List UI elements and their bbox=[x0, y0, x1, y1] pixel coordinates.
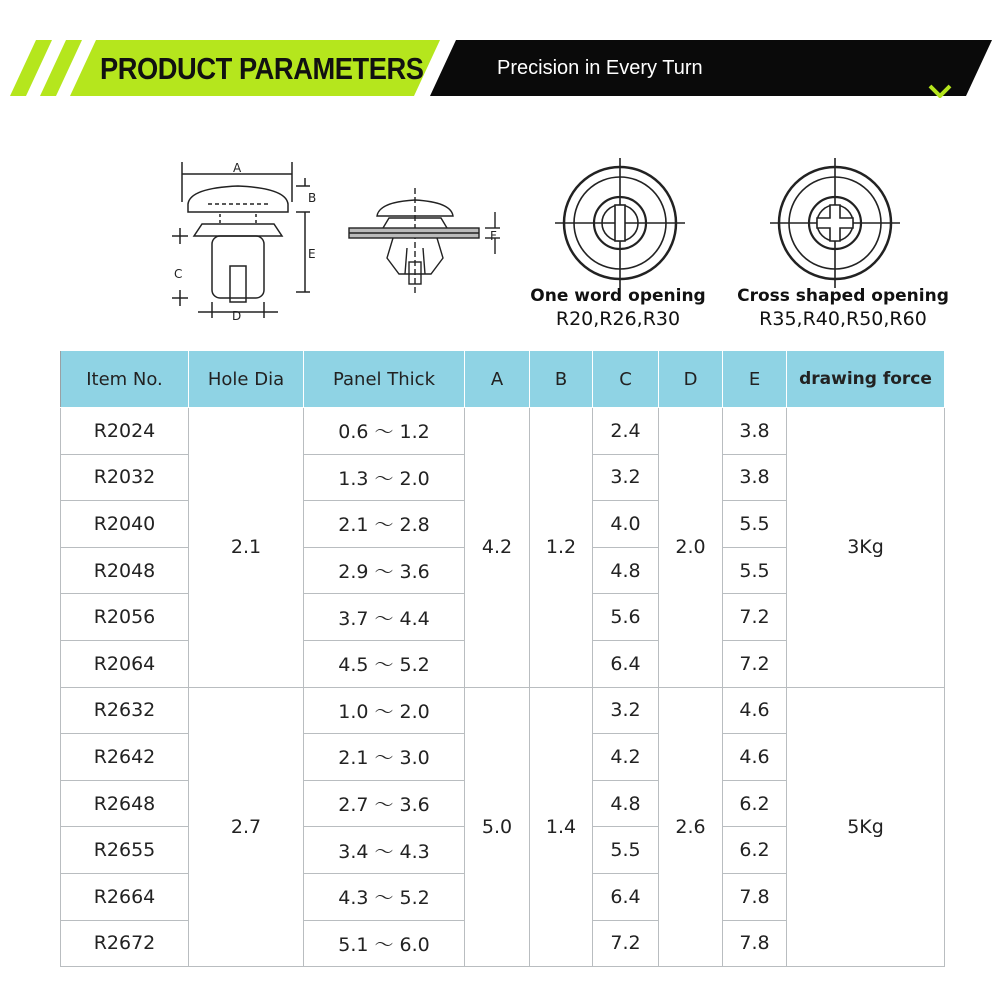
cell-a: 4.2 bbox=[465, 408, 530, 688]
cell-a: 5.0 bbox=[465, 687, 530, 967]
cell-item: R2024 bbox=[61, 408, 189, 455]
cell-c: 6.4 bbox=[593, 640, 659, 687]
cell-c: 7.2 bbox=[593, 920, 659, 967]
cell-panel-thick: 2.9 ～ 3.6 bbox=[304, 547, 465, 594]
cell-panel-thick: 0.6 ～ 1.2 bbox=[304, 408, 465, 455]
table-header-row bbox=[61, 351, 945, 408]
cell-e: 4.6 bbox=[723, 734, 787, 781]
cell-e: 3.8 bbox=[723, 408, 787, 455]
cell-item: R2056 bbox=[61, 594, 189, 641]
cell-c: 4.8 bbox=[593, 780, 659, 827]
cell-d: 2.0 bbox=[659, 408, 723, 688]
cell-item: R2064 bbox=[61, 640, 189, 687]
header-drawing-force: drawing force bbox=[787, 351, 945, 408]
cell-c: 5.6 bbox=[593, 594, 659, 641]
cell-panel-thick: 1.0 ～ 2.0 bbox=[304, 687, 465, 734]
cell-item: R2664 bbox=[61, 873, 189, 920]
header-e: E bbox=[723, 351, 787, 408]
header-item-no: Item No. bbox=[61, 351, 189, 408]
cell-item: R2632 bbox=[61, 687, 189, 734]
cell-item: R2032 bbox=[61, 454, 189, 501]
cell-e: 7.8 bbox=[723, 873, 787, 920]
header-d: D bbox=[659, 351, 723, 408]
header-c: C bbox=[593, 351, 659, 408]
cell-hole-dia: 2.7 bbox=[189, 687, 304, 967]
cell-c: 2.4 bbox=[593, 408, 659, 455]
cell-e: 4.6 bbox=[723, 687, 787, 734]
product-parameters-table bbox=[60, 350, 945, 967]
one-word-caption-title: One word opening bbox=[530, 286, 706, 306]
cell-b: 1.4 bbox=[530, 687, 593, 967]
dim-label-b: B bbox=[308, 191, 317, 205]
cell-e: 6.2 bbox=[723, 780, 787, 827]
cell-panel-thick: 2.7 ～ 3.6 bbox=[304, 780, 465, 827]
cell-panel-thick: 4.5 ～ 5.2 bbox=[304, 640, 465, 687]
cell-item: R2642 bbox=[61, 734, 189, 781]
one-word-caption bbox=[520, 286, 716, 330]
header-panel-thick: Panel Thick bbox=[304, 351, 465, 408]
one-word-caption-models: R20,R26,R30 bbox=[555, 308, 681, 330]
cell-e: 5.5 bbox=[723, 547, 787, 594]
cell-item: R2672 bbox=[61, 920, 189, 967]
cell-item: R2655 bbox=[61, 827, 189, 874]
rivet-side-view-diagram bbox=[168, 158, 328, 323]
header-b: B bbox=[530, 351, 593, 408]
page-title: PRODUCT PARAMETERS bbox=[100, 51, 424, 86]
cross-opening-diagram bbox=[770, 158, 900, 288]
header-a: A bbox=[465, 351, 530, 408]
cross-caption bbox=[722, 286, 964, 330]
dim-label-e: E bbox=[308, 247, 316, 261]
cell-e: 3.8 bbox=[723, 454, 787, 501]
cell-c: 4.0 bbox=[593, 501, 659, 548]
cell-panel-thick: 1.3 ～ 2.0 bbox=[304, 454, 465, 501]
rivet-installed-diagram bbox=[345, 188, 505, 298]
cell-panel-thick: 3.4 ～ 4.3 bbox=[304, 827, 465, 874]
cell-b: 1.2 bbox=[530, 408, 593, 688]
cell-panel-thick: 2.1 ～ 3.0 bbox=[304, 734, 465, 781]
cell-panel-thick: 5.1 ～ 6.0 bbox=[304, 920, 465, 967]
cell-e: 7.2 bbox=[723, 594, 787, 641]
cell-c: 5.5 bbox=[593, 827, 659, 874]
cell-e: 7.8 bbox=[723, 920, 787, 967]
cross-caption-models: R35,R40,R50,R60 bbox=[759, 308, 927, 330]
cell-panel-thick: 3.7 ～ 4.4 bbox=[304, 594, 465, 641]
dim-label-a: A bbox=[233, 161, 242, 175]
table-row bbox=[61, 408, 945, 455]
dim-label-f: F bbox=[490, 229, 497, 243]
header-hole-dia: Hole Dia bbox=[189, 351, 304, 408]
cell-panel-thick: 2.1 ～ 2.8 bbox=[304, 501, 465, 548]
cell-e: 6.2 bbox=[723, 827, 787, 874]
one-word-opening-diagram bbox=[555, 158, 685, 288]
cell-item: R2040 bbox=[61, 501, 189, 548]
cell-drawing-force: 5Kg bbox=[787, 687, 945, 967]
cell-e: 7.2 bbox=[723, 640, 787, 687]
cell-c: 4.8 bbox=[593, 547, 659, 594]
cell-d: 2.6 bbox=[659, 687, 723, 967]
cell-c: 3.2 bbox=[593, 454, 659, 501]
cell-panel-thick: 4.3 ～ 5.2 bbox=[304, 873, 465, 920]
cell-item: R2048 bbox=[61, 547, 189, 594]
table-row bbox=[61, 687, 945, 734]
dim-label-d: D bbox=[232, 309, 242, 323]
cell-hole-dia: 2.1 bbox=[189, 408, 304, 688]
cell-item: R2648 bbox=[61, 780, 189, 827]
cell-c: 6.4 bbox=[593, 873, 659, 920]
cell-e: 5.5 bbox=[723, 501, 787, 548]
page-subtitle: Precision in Every Turn bbox=[497, 57, 703, 79]
cross-caption-title: Cross shaped opening bbox=[737, 286, 949, 306]
cell-c: 3.2 bbox=[593, 687, 659, 734]
cell-drawing-force: 3Kg bbox=[787, 408, 945, 688]
dim-label-c: C bbox=[174, 267, 183, 281]
cell-c: 4.2 bbox=[593, 734, 659, 781]
